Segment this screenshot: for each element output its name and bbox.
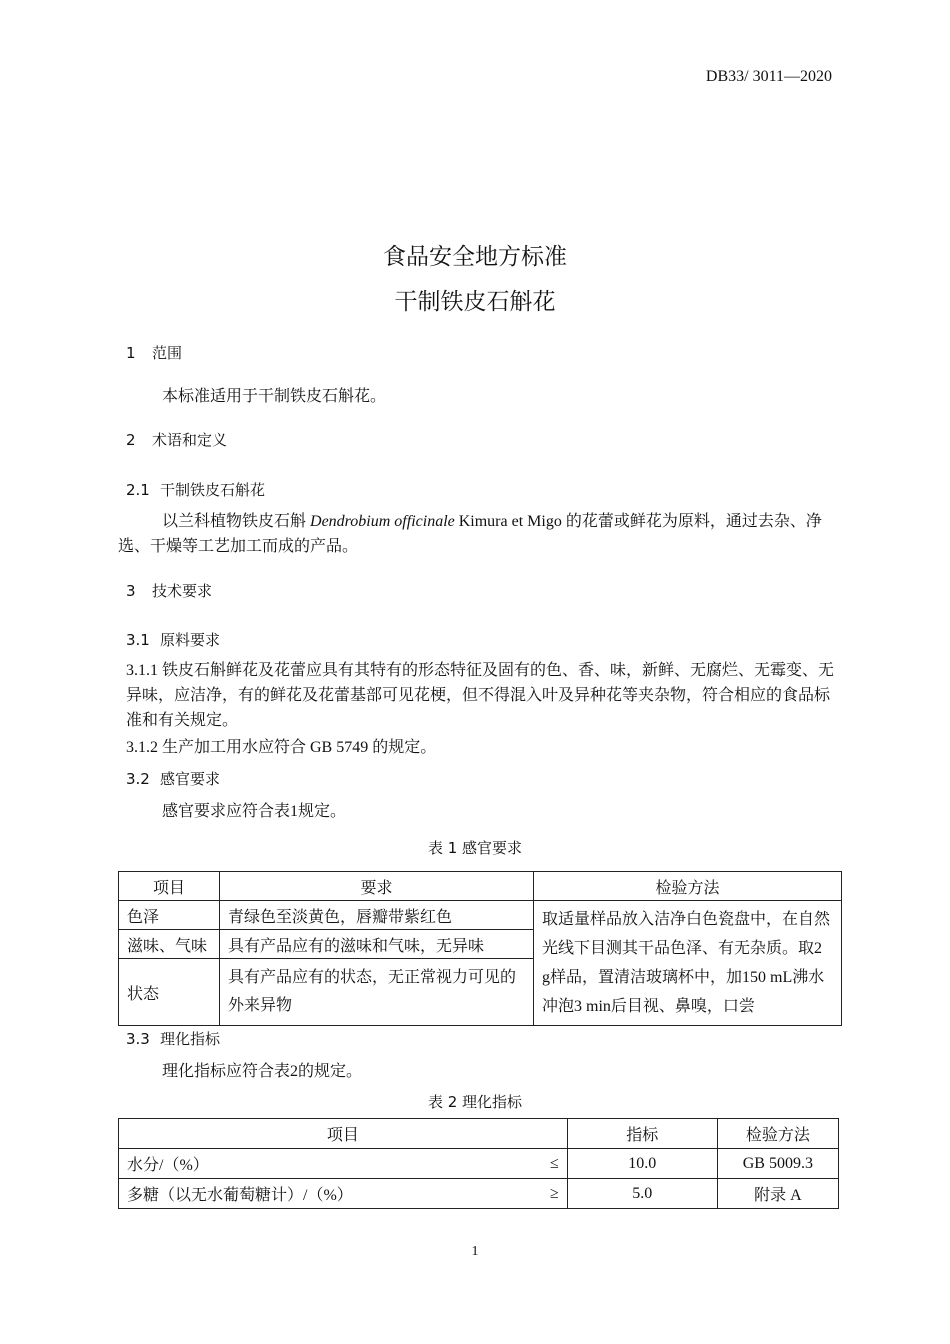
- header-item: 项目: [119, 1119, 568, 1149]
- row-requirement: 青绿色至淡黄色，唇瓣带紫红色: [220, 901, 534, 930]
- table-row: [119, 1149, 839, 1179]
- section-3-3-text: 理化指标应符合表2的规定。: [162, 1063, 363, 1080]
- header-requirement: 要求: [220, 872, 534, 901]
- document-number: DB33/ 3011—2020: [705, 68, 832, 85]
- test-method-cell: 取适量样品放入洁净白色瓷盘中，在自然光线下目测其干品色泽、有无杂质。取2 g样品，置清洁玻璃杯中，加150 mL沸水冲泡3 min后目视、鼻嗅，口尝: [534, 901, 842, 1026]
- table-1-caption: 表 1 感官要求: [427, 839, 523, 857]
- section-3-1-heading: 3.1 原料要求: [126, 631, 221, 649]
- row-item: 多糖（以无水葡萄糖计）/（%）: [119, 1179, 531, 1209]
- table-2-caption: 表 2 理化指标: [427, 1093, 523, 1111]
- table-header-row: [119, 872, 842, 901]
- row-operator: ≤: [531, 1149, 568, 1179]
- section-3-2-text: 感官要求应符合表1规定。: [162, 803, 347, 820]
- row-requirement: 具有产品应有的状态，无正常视力可见的外来异物: [220, 959, 534, 1026]
- row-requirement: 具有产品应有的滋味和气味，无异味: [220, 930, 534, 959]
- page-number: 1: [471, 1244, 479, 1259]
- standard-title: 食品安全地方标准: [383, 244, 567, 270]
- row-value: 10.0: [567, 1149, 717, 1179]
- row-item: 滋味、气味: [119, 930, 220, 959]
- table-row: [119, 1179, 839, 1209]
- section-1-heading: 1 范围: [126, 344, 183, 362]
- row-item: 水分/（%）: [119, 1149, 531, 1179]
- row-item: 状态: [119, 959, 220, 1026]
- header-index: 指标: [567, 1119, 717, 1149]
- section-2-1-heading: 2.1 干制铁皮石斛花: [126, 481, 266, 499]
- section-1-text: 本标准适用于干制铁皮石斛花。: [162, 388, 387, 405]
- row-method: 附录 A: [717, 1179, 838, 1209]
- section-3-heading: 3 技术要求: [126, 582, 213, 600]
- section-3-3-heading: 3.3 理化指标: [126, 1030, 221, 1048]
- table-row: [119, 901, 842, 930]
- row-operator: ≥: [531, 1179, 568, 1209]
- section-3-2-heading: 3.2 感官要求: [126, 770, 221, 788]
- section-2-1-text: 以兰科植物铁皮石斛 Dendrobium officinale Kimura et Migo 的花蕾或鲜花为原料，通过去杂、净选、干燥等工艺加工而成的产品。: [118, 513, 822, 555]
- header-item: 项目: [119, 872, 220, 901]
- product-title: 干制铁皮石斛花: [394, 289, 556, 315]
- sensory-table: [118, 871, 842, 1026]
- row-item: 色泽: [119, 901, 220, 930]
- header-method: 检验方法: [534, 872, 842, 901]
- section-3-1-1-text: 3.1.1 铁皮石斛鲜花及花蕾应具有其特有的形态特征及固有的色、香、味，新鲜、无腐烂、无霉变、无异味，应洁净，有的鲜花及花蕾基部可见花梗，但不得混入叶及异种花等夹杂物，符合相应的食品标准和有关规定。: [126, 662, 835, 729]
- header-method: 检验方法: [717, 1119, 838, 1149]
- section-2-heading: 2 术语和定义: [126, 431, 228, 449]
- row-method: GB 5009.3: [717, 1149, 838, 1179]
- row-value: 5.0: [567, 1179, 717, 1209]
- section-3-1-2-text: 3.1.2 生产加工用水应符合 GB 5749 的规定。: [126, 739, 437, 756]
- table-header-row: [119, 1119, 839, 1149]
- physicochemical-table: [118, 1118, 839, 1209]
